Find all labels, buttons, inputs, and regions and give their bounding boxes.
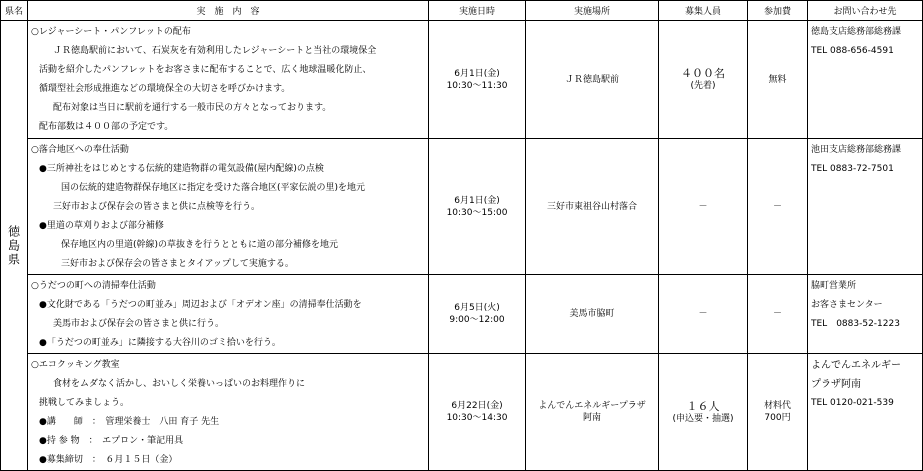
contact-cell [808,139,923,275]
recruit-cell [659,354,748,471]
recruit-note: (先着) [690,81,716,91]
recruit-text: １６人 [686,399,720,413]
header-place: 実施場所 [526,1,659,21]
date-text: 6月5日(火) [454,303,500,313]
content-line: 美馬市および保存会の皆さまと供に行う。 [53,319,225,329]
recruit-cell [659,21,748,139]
recruit-cell: － [659,139,748,275]
contact-line: TEL 0883-52-1223 [811,319,900,329]
header-row [1,1,923,21]
content-line: ●文化財である「うだつの町並み」周辺および「オデオン座」の清掃奉仕活動を [39,300,362,310]
content-cell [28,354,429,471]
content-line: 活動を紹介したパンフレットをお客さまに配布することで、広く地球温暖化防止、 [39,65,372,75]
contact-line: TEL 088-656-4591 [811,46,894,56]
fee-cell [748,354,808,471]
recruit-note: (申込要・抽選) [672,413,734,424]
place-cell: 三好市東祖谷山村落合 [526,139,659,275]
fee-text: 700円 [764,413,791,423]
time-text: 10:30～15:00 [446,207,508,218]
header-pref: 県名 [1,1,28,21]
content-line: ＪＲ徳島駅前において、石炭灰を有効利用したレジャーシートと当社の環境保全 [53,46,377,56]
content-cell [28,275,429,354]
content-line: 配布部数は４００部の予定です。 [39,122,174,132]
fee-cell: 無料 [748,21,808,139]
content-line: 食材をムダなく活かし、おいしく栄養いっぱいのお料理作りに [53,379,306,389]
place-text: 阿南 [582,413,601,423]
fee-cell: － [748,275,808,354]
content-line: 三好市および保存会の皆さまとタイアップして実施する。 [61,259,294,269]
header-recruit: 募集人員 [659,1,748,21]
content-line: 循環型社会形成推進などの環境保全の大切さを呼びかけます。 [39,84,291,94]
date-cell [429,139,526,275]
content-line: 配布対象は当日に駅前を通行する一般市民の方々となっております。 [53,103,332,113]
contact-cell [808,275,923,354]
event-title: ○エコクッキング教室 [31,360,120,370]
place-text: よんでんエネルギープラザ [538,401,646,411]
contact-line: お客さまセンター [811,300,883,310]
contact-line: 池田支店総務部総務課 [811,145,902,155]
place-cell: ＪＲ徳島駅前 [526,21,659,139]
content-line: ●里道の草刈りおよび部分補修 [39,221,164,231]
contact-line: 脇町営業所 [811,281,857,291]
header-content: 実 施 内 容 [28,1,429,21]
content-line: ●講 師 ： 管理栄養士 八田 育子 先生 [39,417,220,427]
header-date: 実施日時 [429,1,526,21]
contact-line: よんでんエネルギー [811,360,901,371]
table-row [1,354,923,471]
content-line: ●「うだつの町並み」に隣接する大谷川のゴミ拾いを行う。 [39,338,281,348]
date-text: 6月22日(金) [451,401,503,411]
contact-cell [808,21,923,139]
contact-line: プラザ阿南 [811,379,861,390]
date-text: 6月1日(金) [454,68,500,79]
content-cell [28,139,429,275]
table-row [1,275,923,354]
contact-cell [808,354,923,471]
place-cell: 美馬市脇町 [526,275,659,354]
contact-line: TEL 0883-72-7501 [811,164,894,174]
date-cell [429,354,526,471]
content-line: 国の伝統的建造物群保存地区に指定を受けた落合地区(平家伝説の里)を地元 [61,183,366,193]
place-cell [526,354,659,471]
header-fee: 参加費 [748,1,808,21]
content-line: ●持 参 物 ： エプロン・筆記用具 [39,436,184,446]
table-row [1,139,923,275]
time-text: 10:30～11:30 [446,80,508,91]
content-line: 保存地区内の里道(幹線)の草抜きを行うとともに道の部分補修を地元 [61,240,339,250]
content-line: 挑戦してみましょう。 [39,398,130,408]
recruit-cell: － [659,275,748,354]
time-text: 9:00～12:00 [449,315,505,325]
content-cell [28,21,429,139]
content-line: ●三所神社をはじめとする伝統的建造物群の電気設備(屋内配線)の点検 [39,164,324,174]
content-line: 三好市および保存会の皆さまと供に点検等を行う。 [53,202,261,212]
date-cell [429,275,526,354]
recruit-text: ４００名 [681,67,725,80]
contact-line: 徳島支店総務部総務課 [811,27,902,37]
date-cell [429,21,526,139]
content-line: ●募集締切 ： ６月１５日（金） [39,455,178,465]
fee-text: 材料代 [763,401,791,411]
event-title: ○レジャーシート・パンフレットの配布 [31,27,191,37]
event-title: ○うだつの町への清掃奉仕活動 [31,281,156,291]
contact-line: TEL 0120-021-539 [811,398,894,408]
header-contact: お問い合わせ先 [808,1,923,21]
table-row [1,21,923,139]
time-text: 10:30～14:30 [446,413,508,423]
date-text: 6月1日(金) [454,195,500,206]
fee-cell: － [748,139,808,275]
event-title: ○落合地区への奉仕活動 [31,145,129,155]
prefecture-cell: 徳島県 [1,21,28,471]
